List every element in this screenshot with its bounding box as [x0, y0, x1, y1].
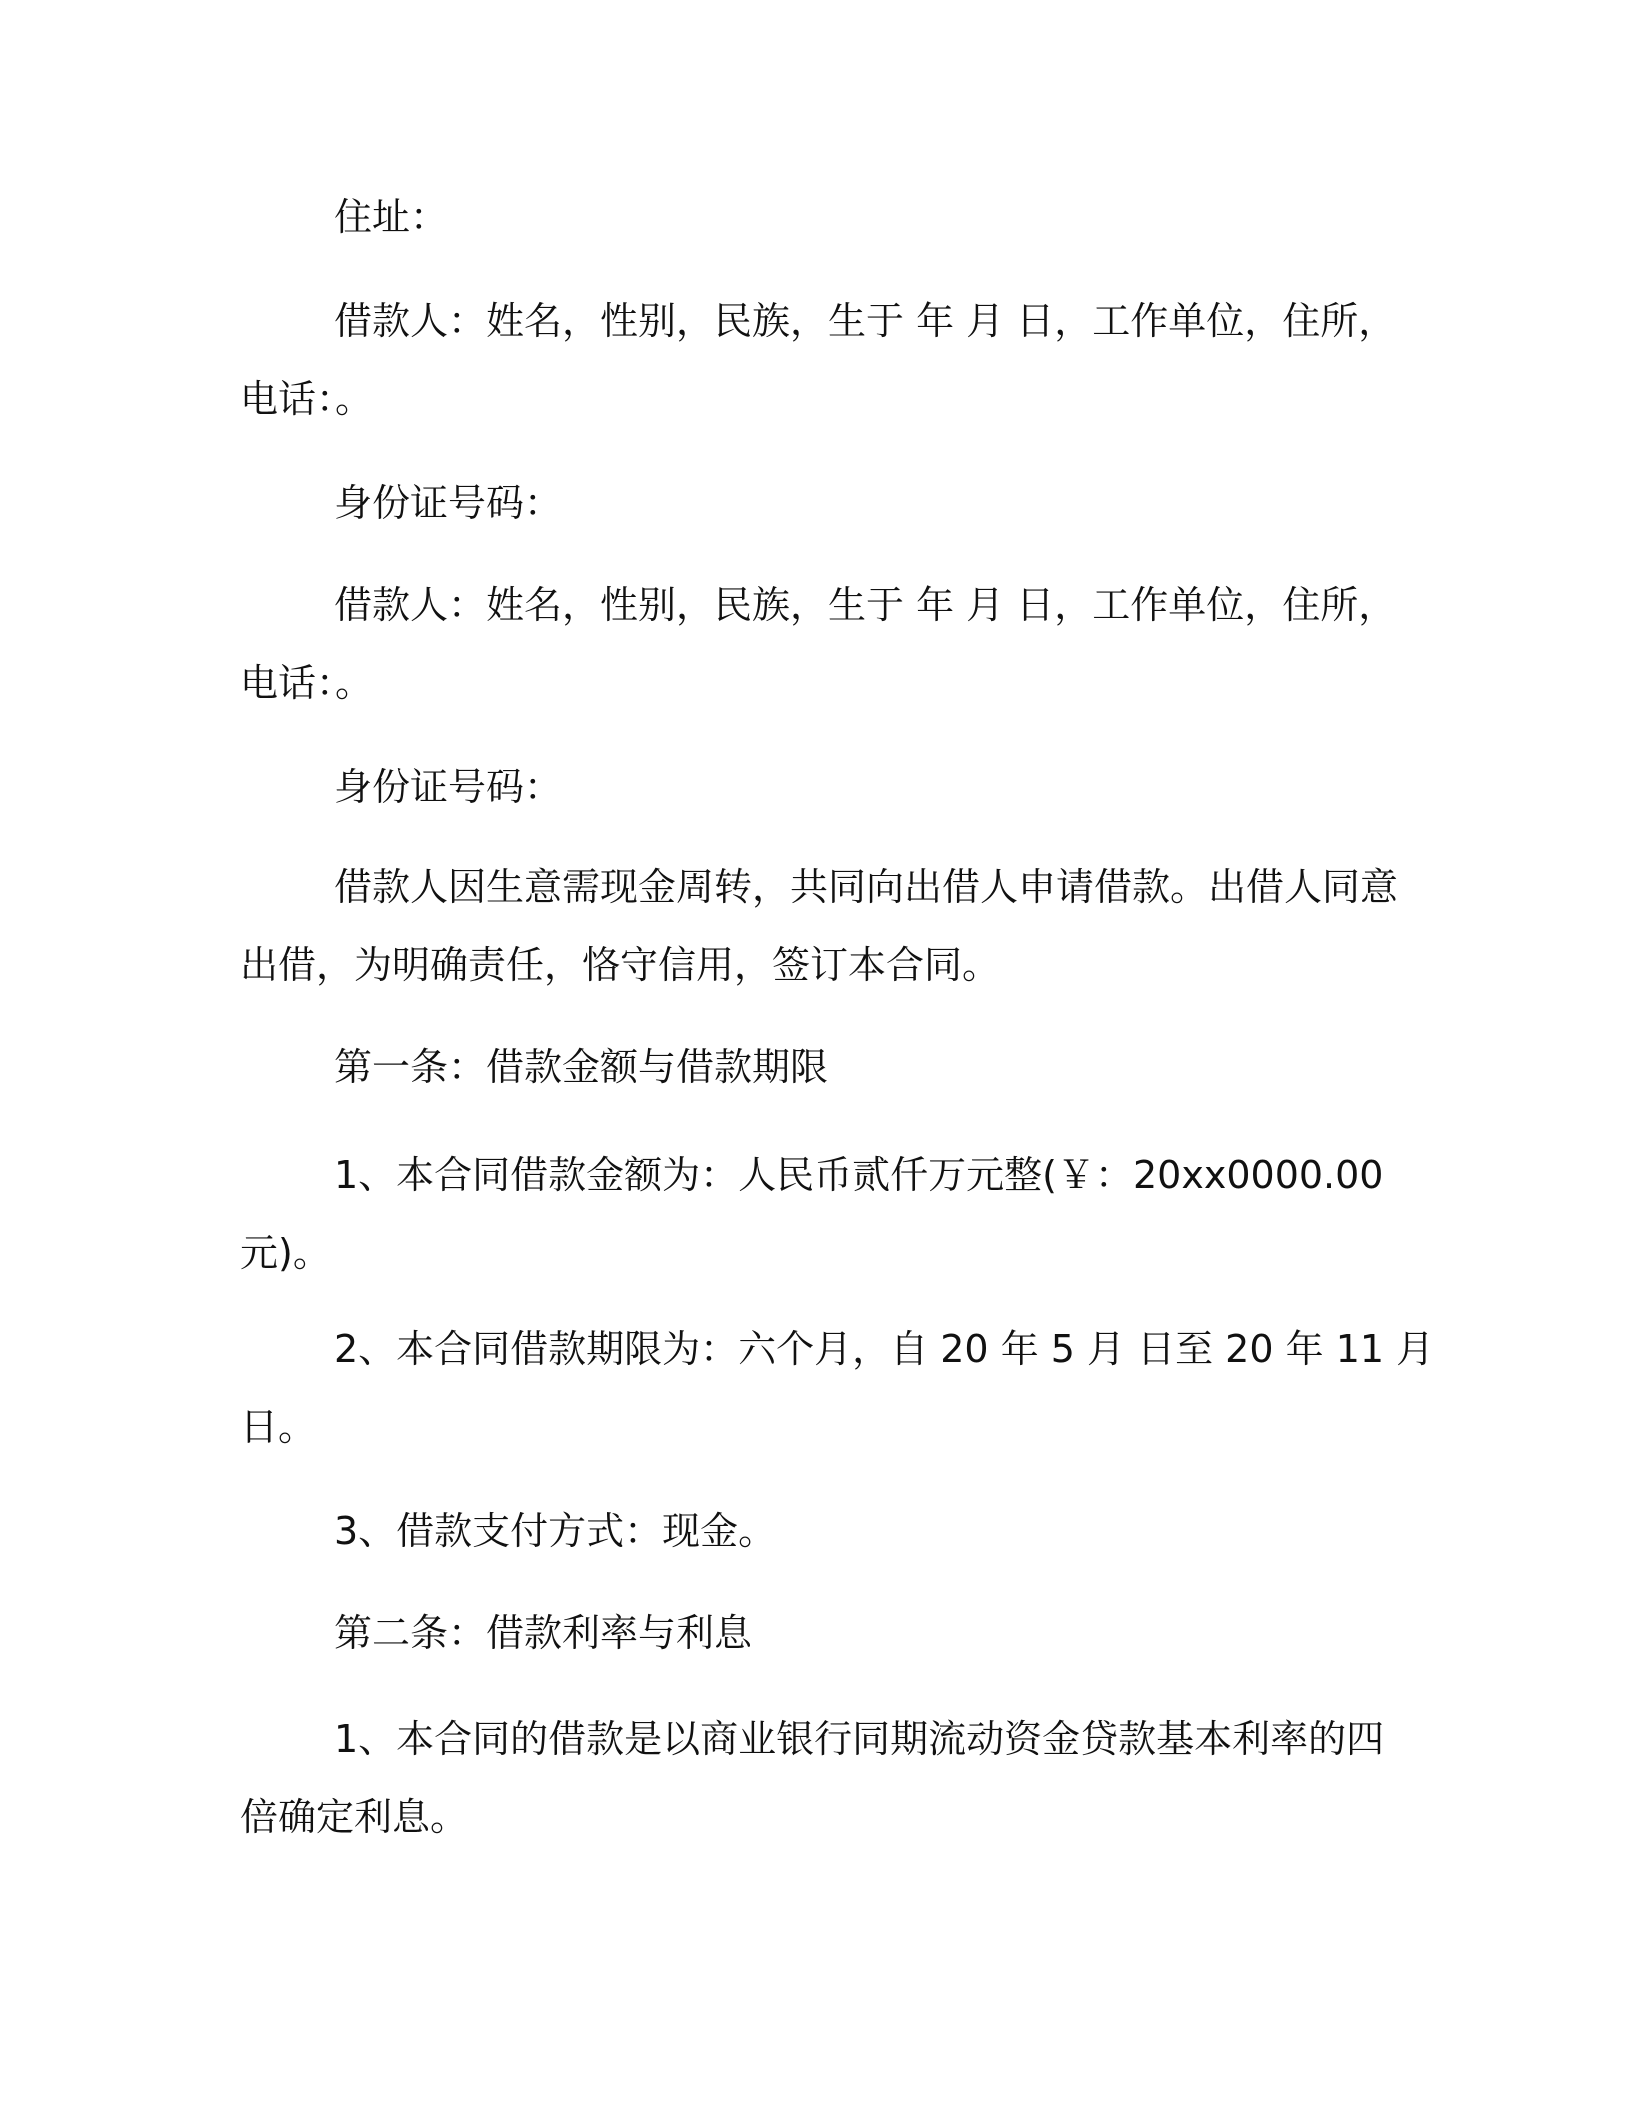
preamble-paragraph: 借款人因生意需现金周转，共同向出借人申请借款。出借人同意 出借，为明确责任，恪守信用，签订本合同。 [240, 865, 1399, 987]
address-label: 住址： [334, 195, 449, 239]
article-1-item-3: 3、借款支付方式：现金。 [334, 1509, 777, 1553]
id-number-1-label: 身份证号码： [334, 481, 563, 525]
borrower-2-paragraph: 借款人：姓名，性别，民族，生于 年 月 日，工作单位，住所， 电话：。 [240, 583, 1397, 705]
article-2-heading: 第二条：借款利率与利息 [334, 1611, 753, 1655]
article-1-item-1: 1、本合同借款金额为：人民币贰仟万元整(￥：20xx0000.00 元)。 [240, 1153, 1384, 1275]
article-1-item-2: 2、本合同借款期限为：六个月，自 20 年 5 月 日至 20 年 11 月 日。 [240, 1327, 1435, 1449]
id-number-2-label: 身份证号码： [334, 765, 563, 809]
article-1-heading: 第一条：借款金额与借款期限 [334, 1045, 829, 1089]
article-2-item-1: 1、本合同的借款是以商业银行同期流动资金贷款基本利率的四 倍确定利息。 [240, 1717, 1385, 1839]
borrower-1-paragraph: 借款人：姓名，性别，民族，生于 年 月 日，工作单位，住所， 电话：。 [240, 299, 1397, 421]
